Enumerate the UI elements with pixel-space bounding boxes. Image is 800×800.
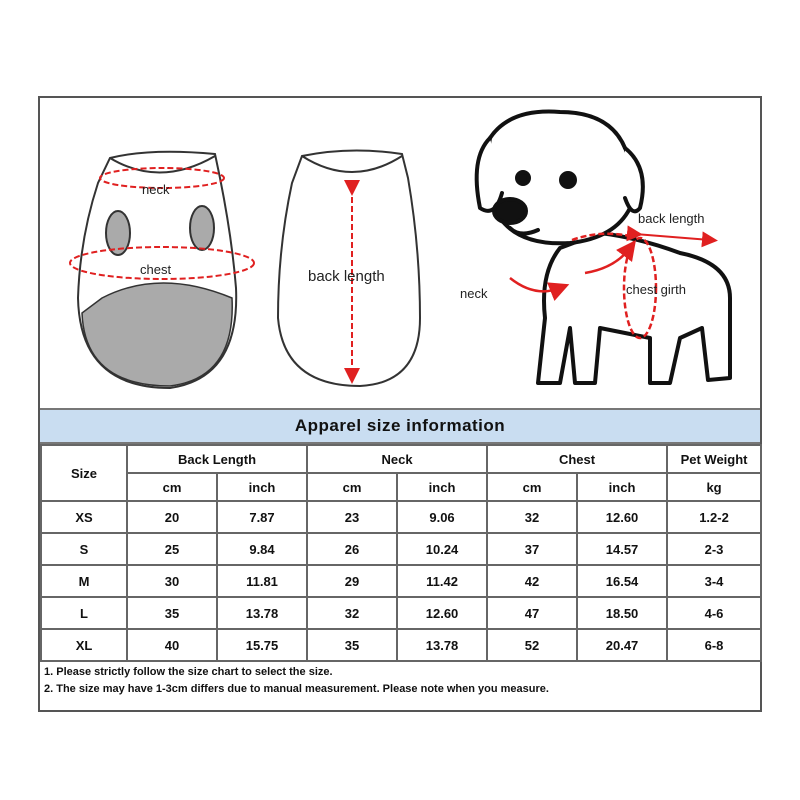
value-cell: 29 bbox=[307, 565, 397, 597]
dog-chest-girth-label: chest girth bbox=[626, 282, 686, 297]
group-header: Back Length bbox=[127, 445, 307, 473]
value-cell: 16.54 bbox=[577, 565, 667, 597]
vest-back bbox=[278, 150, 420, 386]
value-cell: 11.42 bbox=[397, 565, 487, 597]
size-header: Size bbox=[41, 445, 127, 501]
unit-header: cm bbox=[307, 473, 397, 501]
value-cell: 52 bbox=[487, 629, 577, 661]
value-cell: 26 bbox=[307, 533, 397, 565]
measurement-illustration bbox=[40, 98, 760, 408]
value-cell: 14.57 bbox=[577, 533, 667, 565]
unit-header: inch bbox=[397, 473, 487, 501]
value-cell: 7.87 bbox=[217, 501, 307, 533]
value-cell: 13.78 bbox=[217, 597, 307, 629]
back-length-label: back length bbox=[308, 268, 385, 285]
unit-header: inch bbox=[217, 473, 307, 501]
value-cell: 40 bbox=[127, 629, 217, 661]
size-cell: L bbox=[41, 597, 127, 629]
note-item: 2. The size may have 1-3cm differs due to manual measurement. Please note when you measure. bbox=[44, 683, 549, 695]
unit-header: cm bbox=[487, 473, 577, 501]
value-cell: 9.06 bbox=[397, 501, 487, 533]
value-cell: 4-6 bbox=[667, 597, 761, 629]
value-cell: 32 bbox=[307, 597, 397, 629]
table-row bbox=[41, 501, 761, 533]
chest-label-front: chest bbox=[140, 262, 172, 277]
group-header: Neck bbox=[307, 445, 487, 473]
value-cell: 20 bbox=[127, 501, 217, 533]
value-cell: 11.81 bbox=[217, 565, 307, 597]
dog-illustration bbox=[477, 112, 730, 383]
table-row bbox=[41, 565, 761, 597]
value-cell: 1.2-2 bbox=[667, 501, 761, 533]
dog-back-length-label: back length bbox=[638, 211, 705, 226]
value-cell: 12.60 bbox=[397, 597, 487, 629]
size-cell: S bbox=[41, 533, 127, 565]
value-cell: 32 bbox=[487, 501, 577, 533]
size-chart bbox=[38, 96, 762, 712]
value-cell: 20.47 bbox=[577, 629, 667, 661]
unit-header: inch bbox=[577, 473, 667, 501]
value-cell: 12.60 bbox=[577, 501, 667, 533]
value-cell: 35 bbox=[307, 629, 397, 661]
size-cell: XS bbox=[41, 501, 127, 533]
value-cell: 10.24 bbox=[397, 533, 487, 565]
value-cell: 47 bbox=[487, 597, 577, 629]
value-cell: 18.50 bbox=[577, 597, 667, 629]
value-cell: 6-8 bbox=[667, 629, 761, 661]
size-cell: XL bbox=[41, 629, 127, 661]
value-cell: 15.75 bbox=[217, 629, 307, 661]
value-cell: 42 bbox=[487, 565, 577, 597]
vest-front bbox=[70, 152, 254, 388]
value-cell: 2-3 bbox=[667, 533, 761, 565]
group-header: Chest bbox=[487, 445, 667, 473]
value-cell: 13.78 bbox=[397, 629, 487, 661]
table-title: Apparel size information bbox=[40, 408, 760, 444]
unit-header: cm bbox=[127, 473, 217, 501]
group-header: Pet Weight bbox=[667, 445, 761, 473]
dog-neck-label: neck bbox=[460, 286, 488, 301]
table-row bbox=[41, 629, 761, 661]
value-cell: 37 bbox=[487, 533, 577, 565]
value-cell: 3-4 bbox=[667, 565, 761, 597]
value-cell: 30 bbox=[127, 565, 217, 597]
table-row bbox=[41, 533, 761, 565]
value-cell: 35 bbox=[127, 597, 217, 629]
size-table bbox=[40, 444, 762, 662]
unit-header: kg bbox=[667, 473, 761, 501]
value-cell: 23 bbox=[307, 501, 397, 533]
value-cell: 9.84 bbox=[217, 533, 307, 565]
table-row bbox=[41, 597, 761, 629]
neck-label-front: neck bbox=[142, 182, 170, 197]
note-item: 1. Please strictly follow the size chart to select the size. bbox=[44, 666, 333, 678]
value-cell: 25 bbox=[127, 533, 217, 565]
size-cell: M bbox=[41, 565, 127, 597]
size-notes bbox=[44, 664, 549, 698]
